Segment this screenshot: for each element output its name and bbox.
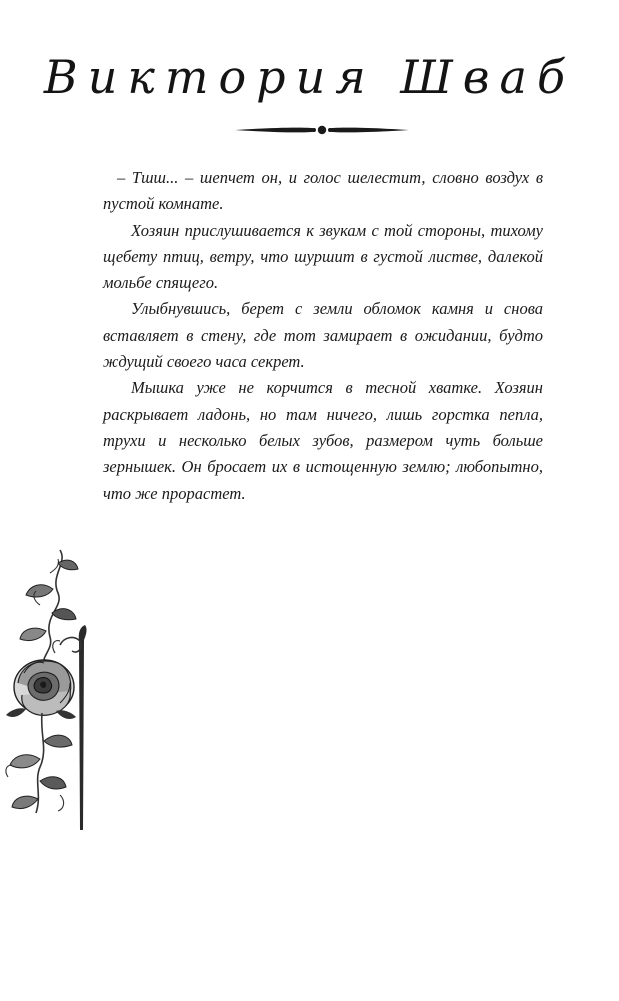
paragraph-2: Хозяин прислушивается к звукам с той стороны, тихому щебету птиц, ветру, что шуршит в густой листве, далекой мольбе спящего. — [103, 220, 543, 293]
ornamental-divider — [233, 122, 411, 138]
body-text — [103, 165, 543, 507]
page-header-title: Виктория Шваб — [43, 50, 576, 104]
rose-icon — [0, 545, 100, 835]
paragraph-4: Мышка уже не корчится в тесной хватке. Хозяин раскрывает ладонь, но там ничего, лишь горстка пепла, трухи и несколько белых зубов, размером чуть больше зернышек. Он бросает их в истощенную землю; любопытно, что же прорастет. — [103, 378, 543, 503]
paragraph-3: Улыбнувшись, берет с земли обломок камня и снова вставляет в стену, где тот замирает в ожидании, будто ждущий своего часа секрет. — [103, 299, 543, 372]
paragraph-1: – Тшш... – шепчет он, и голос шелестит, словно воздух в пустой комнате. — [103, 168, 543, 214]
